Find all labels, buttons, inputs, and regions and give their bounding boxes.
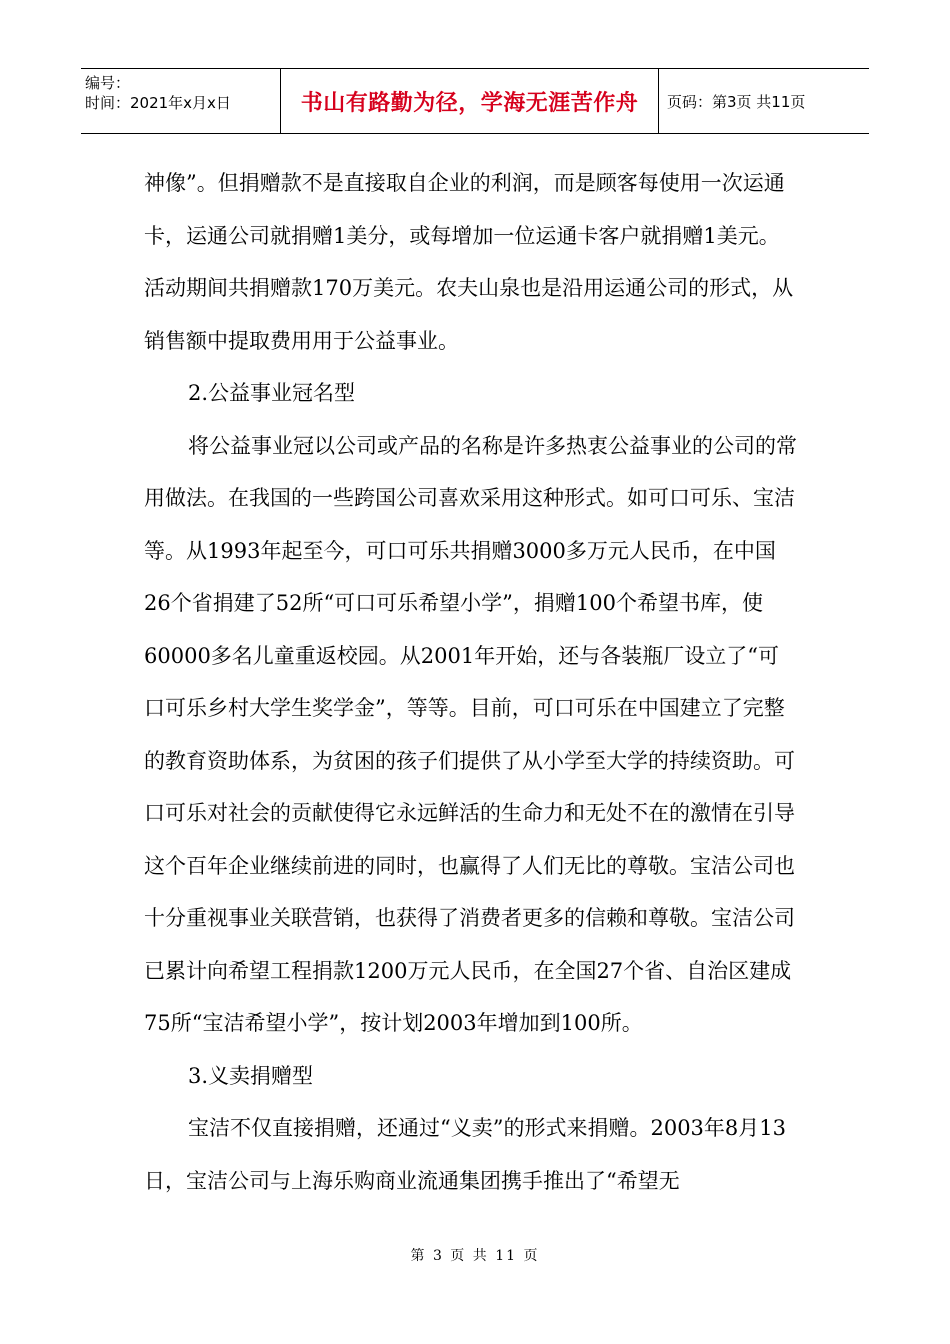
- header-motto: 书山有路勤为径，学海无涯苦作舟: [281, 69, 659, 133]
- paragraph-3: 宝洁不仅直接捐赠，还通过“义卖”的形式来捐赠。2003年8月13日，宝洁公司与上海乐购商业流通集团携手推出了“希望无: [144, 1116, 786, 1193]
- section-heading-3: 3.义卖捐赠型: [188, 1063, 314, 1088]
- page-footer: 第 3 页 共 11 页: [410, 1248, 540, 1264]
- document-body: [144, 157, 798, 1207]
- paragraph-2: 将公益事业冠以公司或产品的名称是许多热衷公益事业的公司的常用做法。在我国的一些跨国公司喜欢采用这种形式。如可口可乐、宝洁等。从1993年起至今，可口可乐共捐赠3000多万元人民币，在中国26个省捐建了52所“可口可乐希望小学”，捐赠100个希望书库，使60000多名儿童重返校园。从2001年开始，还与各装瓶厂设立了“可口可乐乡村大学生奖学金”，等等。目前，可口可乐在中国建立了完整的教育资助体系，为贫困的孩子们提供了从小学至大学的持续资助。可口可乐对社会的贡献使得它永远鲜活的生命力和无处不在的激情在引导这个百年企业继续前进的同时，也赢得了人们无比的尊敬。宝洁公司也十分重视事业关联营销，也获得了消费者更多的信赖和尊敬。宝洁公司已累计向希望工程捐款1200万元人民币，在全国27个省、自治区建成75所“宝洁希望小学”，按计划2003年增加到100所。: [144, 433, 797, 1035]
- header-page-label: 页码：第3页 共11页: [667, 92, 806, 111]
- document-number-label: 编号：: [85, 74, 131, 92]
- paragraph-continued: 神像”。但捐赠款不是直接取自企业的利润，而是顾客每使用一次运通卡，运通公司就捐赠1美分，或每增加一位运通卡客户就捐赠1美元。活动期间共捐赠款170万美元。农夫山泉也是沿用运通公司的形式，从销售额中提取费用用于公益事业。: [144, 171, 794, 353]
- page-header: [81, 68, 869, 134]
- header-meta: [81, 69, 281, 133]
- document-date-label: 时间：2021年x月x日: [85, 94, 231, 112]
- section-heading-2: 2.公益事业冠名型: [188, 381, 356, 405]
